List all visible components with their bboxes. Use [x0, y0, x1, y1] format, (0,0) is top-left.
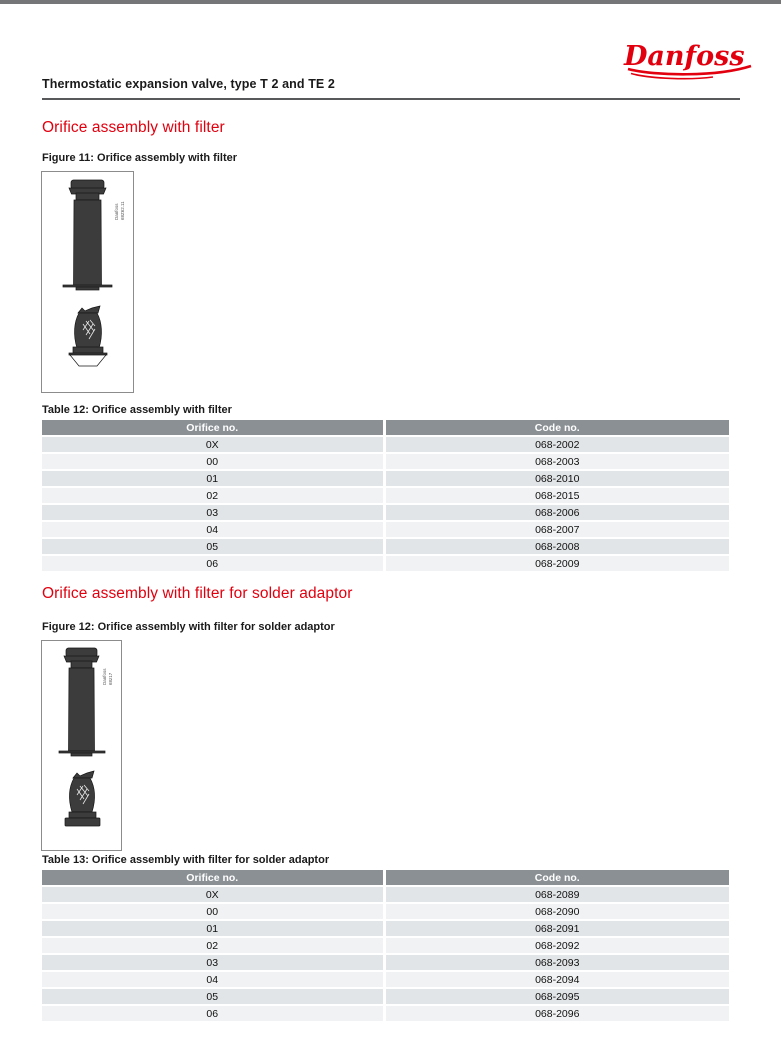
table-row	[42, 972, 729, 989]
table-cell: 0X	[42, 887, 386, 904]
figure-drawing-code-id: 68z17	[108, 672, 113, 685]
table-cell: 068-2095	[386, 989, 730, 1006]
table-row	[42, 522, 729, 539]
table-cell: 068-2015	[386, 488, 730, 505]
table-row	[42, 904, 729, 921]
table-cell: 04	[42, 972, 386, 989]
table-cell: 068-2003	[386, 454, 730, 471]
table-cell: 01	[42, 471, 386, 488]
page-top-edge	[0, 0, 781, 4]
section-heading-orifice-filter-solder: Orifice assembly with filter for solder adaptor	[42, 585, 353, 602]
table-orifice-filter	[42, 420, 729, 573]
orifice-assembly-illustration	[42, 172, 133, 392]
table-cell: 03	[42, 955, 386, 972]
table-row	[42, 471, 729, 488]
figure-12-caption: Figure 12: Orifice assembly with filter for solder adaptor	[42, 621, 335, 633]
table-cell: 068-2096	[386, 1006, 730, 1023]
table-row	[42, 437, 729, 454]
table-row	[42, 1006, 729, 1023]
table-header-row	[42, 420, 729, 437]
table-row	[42, 454, 729, 471]
column-header-orifice-no: Orifice no.	[42, 420, 386, 437]
table-cell: 05	[42, 989, 386, 1006]
figure-drawing-brand-id: Danfoss	[102, 668, 107, 685]
table-row	[42, 938, 729, 955]
table-cell: 068-2089	[386, 887, 730, 904]
table-cell: 06	[42, 1006, 386, 1023]
title-divider	[42, 98, 740, 100]
figure-12-drawing	[41, 640, 122, 851]
orifice-cylinder-silhouette	[59, 648, 105, 756]
table-row	[42, 488, 729, 505]
table-13-caption: Table 13: Orifice assembly with filter for solder adaptor	[42, 854, 330, 866]
danfoss-logo	[621, 36, 757, 80]
filter-part-silhouette	[65, 771, 100, 826]
table-header-row	[42, 870, 729, 887]
table-cell: 02	[42, 488, 386, 505]
column-header-orifice-no: Orifice no.	[42, 870, 386, 887]
table-cell: 00	[42, 904, 386, 921]
column-header-code-no: Code no.	[386, 870, 730, 887]
orifice-assembly-solder-illustration	[42, 641, 121, 850]
table-cell: 02	[42, 938, 386, 955]
table-cell: 03	[42, 505, 386, 522]
figure-drawing-code-id: 68Z62.11	[120, 201, 125, 220]
table-cell: 068-2002	[386, 437, 730, 454]
table-cell: 068-2008	[386, 539, 730, 556]
table-cell: 068-2092	[386, 938, 730, 955]
filter-part-silhouette	[69, 306, 107, 366]
figure-11-caption: Figure 11: Orifice assembly with filter	[42, 152, 238, 164]
table-cell: 04	[42, 522, 386, 539]
section-heading-orifice-filter: Orifice assembly with filter	[42, 119, 225, 136]
table-cell: 068-2091	[386, 921, 730, 938]
table-cell: 068-2010	[386, 471, 730, 488]
page-title: Thermostatic expansion valve, type T 2 and TE 2	[42, 77, 335, 91]
orifice-cylinder-silhouette	[63, 180, 112, 290]
table-row	[42, 505, 729, 522]
table-cell: 068-2009	[386, 556, 730, 573]
table-12-caption: Table 12: Orifice assembly with filter	[42, 404, 232, 416]
table-row	[42, 921, 729, 938]
table-row	[42, 539, 729, 556]
table-cell: 00	[42, 454, 386, 471]
brand-wordmark: Danfoss	[624, 41, 745, 72]
table-row	[42, 955, 729, 972]
table-cell: 068-2090	[386, 904, 730, 921]
table-cell: 0X	[42, 437, 386, 454]
table-row	[42, 556, 729, 573]
table-cell: 068-2094	[386, 972, 730, 989]
column-header-code-no: Code no.	[386, 420, 730, 437]
table-row	[42, 989, 729, 1006]
figure-drawing-brand-id: Danfoss	[114, 203, 119, 220]
table-row	[42, 887, 729, 904]
table-orifice-filter-solder	[42, 870, 729, 1023]
danfoss-logo-icon	[621, 36, 757, 80]
table-cell: 01	[42, 921, 386, 938]
table-cell: 068-2007	[386, 522, 730, 539]
table-cell: 06	[42, 556, 386, 573]
table-cell: 068-2093	[386, 955, 730, 972]
figure-11-drawing	[41, 171, 134, 393]
table-cell: 068-2006	[386, 505, 730, 522]
table-cell: 05	[42, 539, 386, 556]
